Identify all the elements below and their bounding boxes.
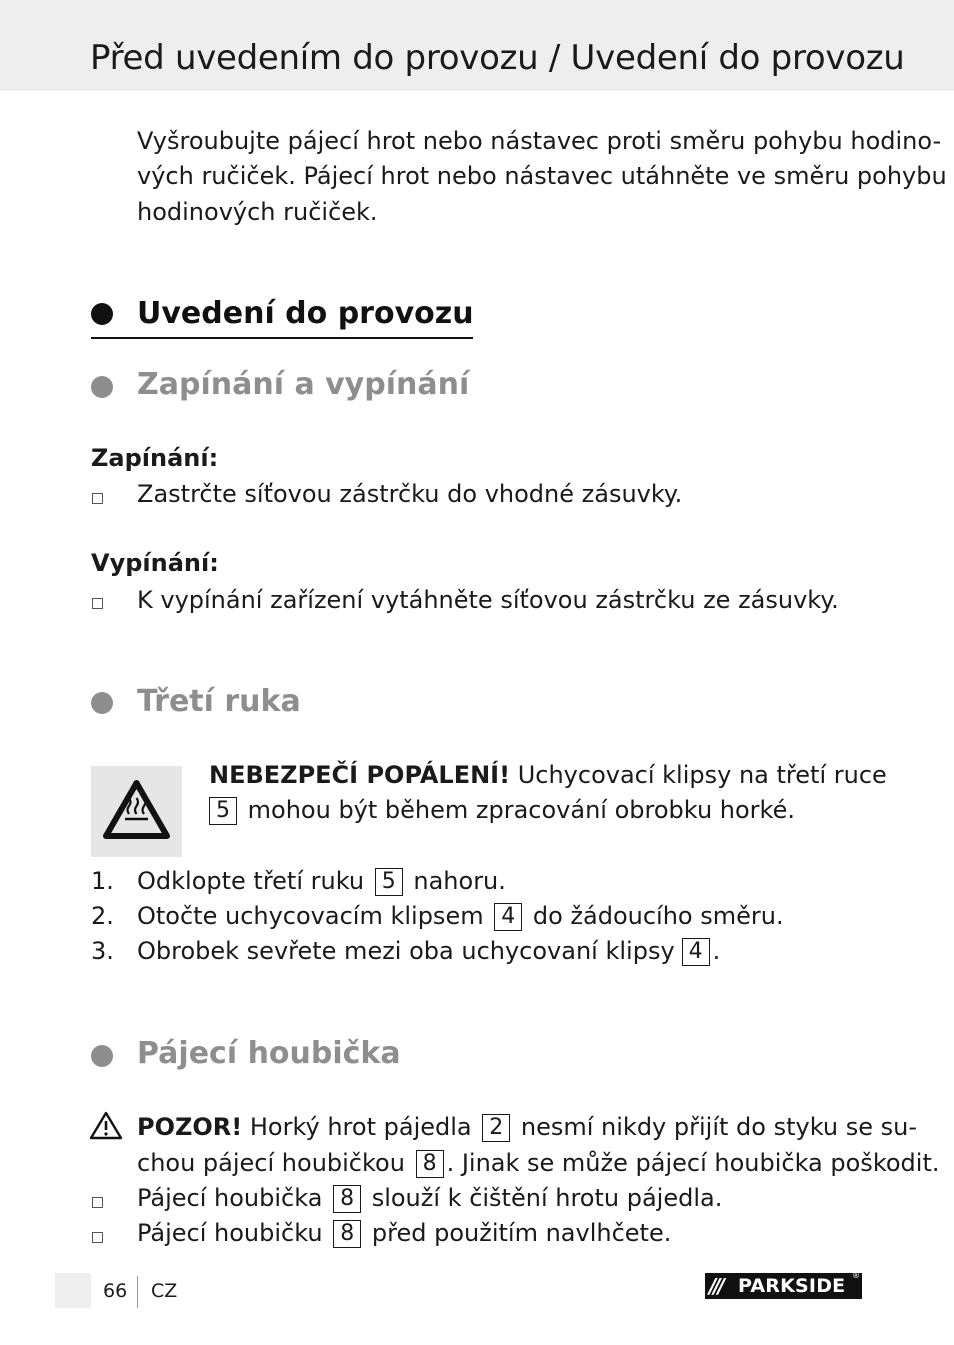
checkbox-bullet-icon: [92, 598, 103, 609]
footer-divider: [137, 1276, 138, 1308]
page-title: Před uvedením do provozu / Uvedení do provozu: [90, 38, 905, 78]
logo-stripes: ///: [709, 1274, 722, 1298]
on-label: Zapínání:: [91, 444, 219, 472]
caution-text: . Jinak se může pájecí houbička poškodit.: [446, 1149, 940, 1177]
language-code: CZ: [151, 1280, 178, 1302]
step-number: 3.: [91, 937, 114, 965]
intro-line-2: vých ručiček. Pájecí hrot nebo nástavec utáhněte ve směru pohybu: [137, 162, 947, 190]
step-text-before: Otočte uchycovacím klipsem: [137, 902, 484, 930]
step-text-before: Obrobek sevřete mezi oba uchycovaní klipsy: [137, 937, 675, 965]
section-bullet-icon: [91, 303, 113, 325]
reference-number: 8: [333, 1185, 361, 1213]
step-number: 1.: [91, 867, 114, 895]
off-item: K vypínání zařízení vytáhněte síťovou zástrčku ze zásuvky.: [137, 586, 839, 614]
reference-number: 8: [416, 1150, 444, 1178]
warning-line-2: [209, 796, 795, 825]
section-heading-switch: Zapínání a vypínání: [137, 367, 470, 402]
reference-number: 8: [333, 1220, 361, 1248]
item-text-before: Pájecí houbička: [137, 1184, 323, 1212]
off-label: Vypínání:: [91, 549, 219, 577]
warning-title: NEBEZPEČÍ POPÁLENÍ!: [209, 761, 511, 789]
reference-number: 4: [494, 903, 522, 931]
item-text-before: Pájecí houbičku: [137, 1219, 323, 1247]
reference-number: 4: [682, 938, 710, 966]
logo-text: PARKSIDE: [738, 1275, 846, 1297]
item-text-after: před použitím navlhčete.: [371, 1219, 672, 1247]
step-text: [137, 937, 720, 966]
reference-number: 5: [209, 797, 237, 825]
footer-marker: [55, 1273, 91, 1308]
caution-triangle-icon: [89, 1111, 123, 1145]
step-text-before: Odklopte třetí ruku: [137, 867, 365, 895]
sponge-item: [137, 1184, 722, 1213]
caution-line-2: [137, 1149, 939, 1178]
caution-title: POZOR!: [137, 1113, 243, 1141]
checkbox-bullet-icon: [92, 1197, 103, 1208]
reference-number: 2: [482, 1114, 510, 1142]
page-number: 66: [103, 1280, 128, 1302]
section-bullet-icon: [91, 1045, 113, 1067]
caution-text: nesmí nikdy přijít do styku se su-: [520, 1113, 917, 1141]
heading-underline: [91, 337, 473, 339]
warning-text: mohou být během zpracování obrobku horké.: [247, 796, 795, 824]
section-heading-third-hand: Třetí ruka: [137, 684, 301, 719]
sponge-item: [137, 1219, 671, 1248]
step-text: [137, 867, 506, 896]
hot-surface-warning-icon: [91, 766, 182, 857]
logo-registered: ®: [852, 1271, 860, 1280]
step-text-after: .: [712, 937, 721, 965]
checkbox-bullet-icon: [92, 1232, 103, 1243]
section-heading-main: Uvedení do provozu: [137, 296, 474, 331]
warning-line-1: [209, 761, 887, 789]
caution-text: Horký hrot pájedla: [249, 1113, 472, 1141]
step-text-after: nahoru.: [413, 867, 506, 895]
caution-text: chou pájecí houbičkou: [137, 1149, 405, 1177]
step-text-after: do žádoucího směru.: [532, 902, 784, 930]
section-heading-sponge: Pájecí houbička: [137, 1036, 401, 1071]
intro-line-1: Vyšroubujte pájecí hrot nebo nástavec proti směru pohybu hodino-: [137, 127, 942, 155]
item-text-after: slouží k čištění hrotu pájedla.: [371, 1184, 723, 1212]
checkbox-bullet-icon: [92, 493, 103, 504]
step-text: [137, 902, 784, 931]
section-bullet-icon: [91, 692, 113, 714]
warning-text: Uchycovací klipsy na třetí ruce: [517, 761, 887, 789]
step-number: 2.: [91, 902, 114, 930]
reference-number: 5: [375, 868, 403, 896]
section-bullet-icon: [91, 376, 113, 398]
parkside-logo: [705, 1273, 862, 1299]
intro-line-3: hodinových ručiček.: [137, 198, 378, 226]
caution-line-1: [137, 1113, 917, 1142]
on-item: Zastrčte síťovou zástrčku do vhodné zásuvky.: [137, 480, 683, 508]
